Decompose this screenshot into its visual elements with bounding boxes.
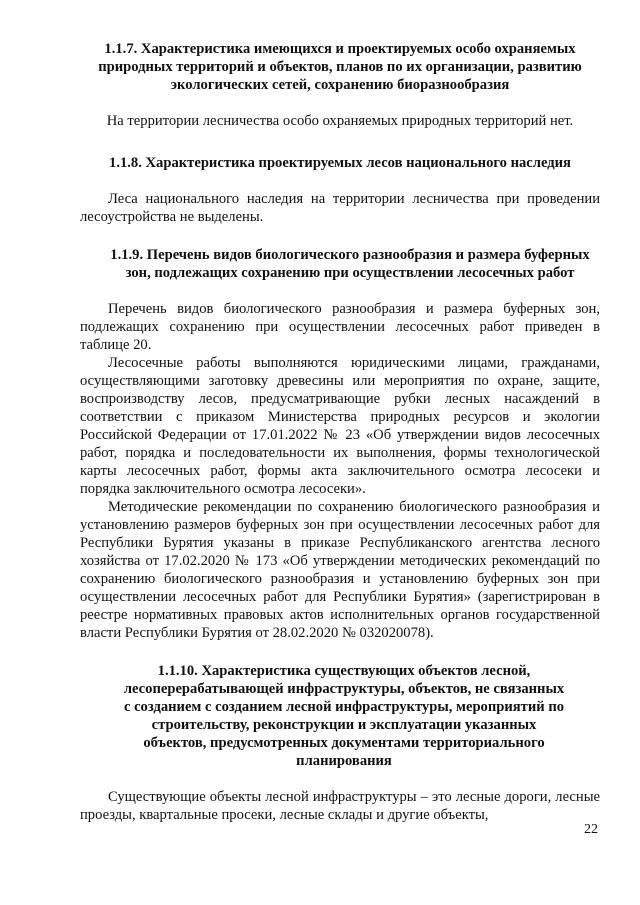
- section-heading-1-1-10: 1.1.10. Характеристика существующих объектов лесной, лесоперерабатывающей инфраструктуры, объектов, не связанных с созданием с созданием лесной инфраструктуры, мероприятий по строительству, реконструкции и эксплуатации указанных объектов, предусмотренных документами территориального планирования: [123, 663, 565, 769]
- section-1-1-9-paragraph-2: Лесосечные работы выполняются юридическими лицами, гражданами, осуществляющими заготовку древесины или мероприятия по охране, защите, воспроизводству лесов, предусматривающие рубки лесных насаждений в соответствии с приказом Министерства природных ресурсов и экологии Российской Федерации от 17.01.2022 № 23 «Об утверждении видов лесосечных работ, порядка и последовательности их выполнения, формы технологической карты лесосечных работ, формы акта заключительного осмотра лесосеки и порядка заключительного осмотра лесосеки».: [80, 355, 600, 497]
- document-page: [80, 40, 600, 824]
- section-1-1-8-paragraph-1: Леса национального наследия на территории лесничества при проведении лесоустройства не выделены.: [80, 191, 600, 225]
- section-1-1-10-paragraph-1: Существующие объекты лесной инфраструктуры – это лесные дороги, лесные проезды, квартальные просеки, лесные склады и другие объекты,: [80, 789, 600, 823]
- section-1-1-9-paragraph-3: Методические рекомендации по сохранению биологического разнообразия и установлению размеров буферных зон при осуществлении лесосечных работ для Республики Бурятия указаны в приказе Республиканского агентства лесного хозяйства от 17.02.2020 № 173 «Об утверждении методических рекомендаций по сохранению биологического разнообразия и установлению буферных зон при осуществлении лесосечных работ для Республики Бурятия» (зарегистрирован в реестре нормативных правовых актов исполнительных органов государственной власти Республики Бурятия от 28.02.2020 № 032020078).: [80, 499, 600, 641]
- section-1-1-9-paragraph-1: Перечень видов биологического разнообразия и размера буферных зон, подлежащих сохранению при осуществлении лесосечных работ приведен в таблице 20.: [80, 301, 600, 353]
- section-heading-1-1-9: 1.1.9. Перечень видов биологического разнообразия и размера буферных зон, подлежащих сохранению при осуществлении лесосечных работ: [110, 247, 590, 281]
- section-heading-1-1-7: 1.1.7. Характеристика имеющихся и проектируемых особо охраняемых природных территорий и объектов, планов по их организации, развитию экологических сетей, сохранению биоразнообразия: [98, 41, 582, 93]
- page-number: 22: [584, 822, 598, 837]
- section-heading-1-1-8: 1.1.8. Характеристика проектируемых лесов национального наследия: [109, 155, 571, 171]
- section-1-1-7-paragraph-1: На территории лесничества особо охраняемых природных территорий нет.: [106, 113, 574, 129]
